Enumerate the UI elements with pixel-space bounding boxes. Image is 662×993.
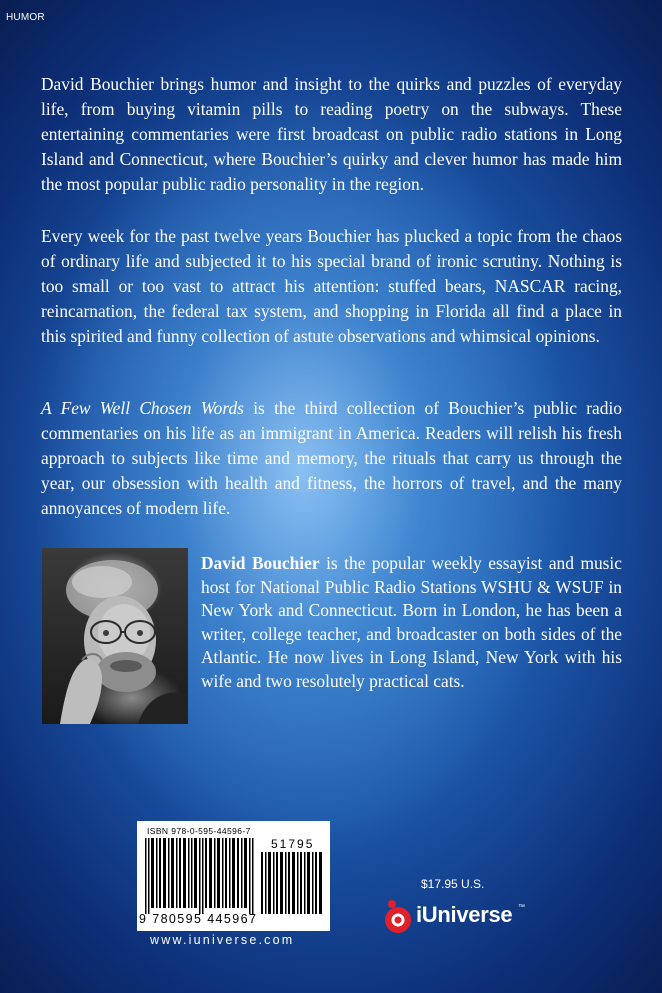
price-code: 51795 (271, 837, 315, 851)
blurb-paragraph-1: David Bouchier brings humor and insight to the quirks and puzzles of everyday life, from buying vitamin pills to reading poetry on the subways. These entertaining commentaries were first broadcast on public radio stations in Long Island and Connecticut, where Bouchier’s quirky and clever humor has made him the most popular public radio personality in the region. (41, 74, 622, 194)
genre-label: HUMOR (6, 12, 45, 23)
blurb-paragraph-3-text: is the third collection of Bouchier’s public radio commentaries on his life as an immigrant in America. Readers will relish his fresh approach to subjects like time and memory, the rituals that carry us through the year, our obsession with health and fitness, the horrors of travel, and the many annoyances of modern life. (41, 398, 622, 518)
isbn-label: ISBN 978-0-595-44596-7 (147, 826, 251, 836)
iuniverse-logo-text: iUniverse (416, 902, 513, 927)
author-name: David Bouchier (201, 553, 320, 573)
blurb-paragraph-2: Every week for the past twelve years Bouchier has plucked a topic from the chaos of ordinary life and subjected it to his special brand of ironic scrutiny. Nothing is too small or too vast to attract his attention: stuffed bears, NASCAR racing, reincarnation, the federal tax system, and shopping in Florida all find a place in this spirited and funny collection of astute observations and whimsical opinions. (41, 226, 622, 346)
iuniverse-logo-icon (384, 898, 414, 936)
ean-digits: 9 780595 445967 (139, 912, 258, 926)
book-title: A Few Well Chosen Words (41, 398, 244, 418)
author-bio-text: is the popular weekly essayist and music host for National Public Radio Stations WSHU & WSUF in New York and Connecticut. Born in London, he has been a writer, college teacher, and broadcaster on both sides of the Atlantic. He now lives in Long Island, New York with his wife and two resolutely practical cats. (201, 553, 622, 691)
iuniverse-logo (384, 898, 534, 938)
author-bio (201, 552, 622, 693)
price-label: $17.95 U.S. (421, 877, 485, 891)
barcode-box (137, 821, 330, 931)
publisher-website: www.iuniverse.com (150, 933, 295, 947)
author-photo (42, 548, 188, 724)
trademark-symbol: ™ (518, 904, 525, 911)
blurb-paragraph-3 (41, 396, 622, 521)
